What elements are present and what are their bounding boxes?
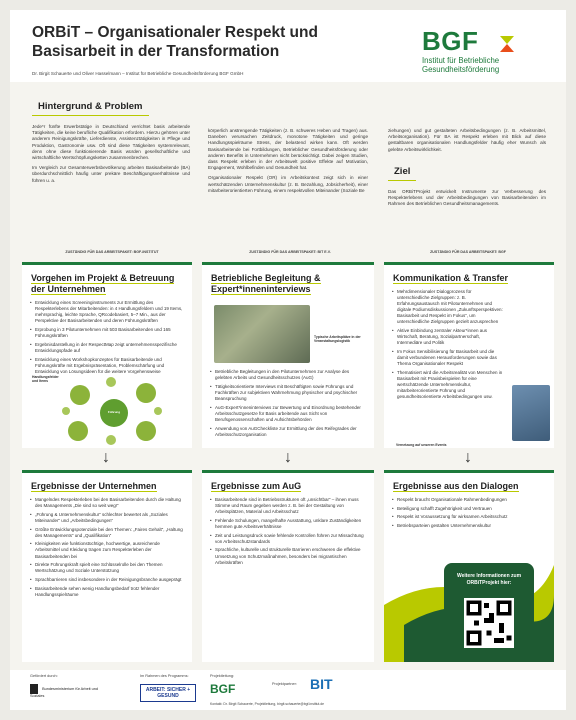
qr-code-icon[interactable]	[464, 598, 514, 648]
diagram-node	[106, 435, 116, 445]
program-label: Im Rahmen des Programms:	[140, 674, 189, 678]
list-item: • Sprachbarrieren sind insbesondere in der Reinigungsbranche ausgeprägt	[31, 577, 183, 583]
photo-caption: Vernetzung auf unseren Events	[396, 443, 447, 447]
communication-card	[384, 262, 554, 448]
photo-caption: Typische Arbeitsplätze in der Veranstaltungslogistik	[314, 335, 361, 343]
list-item: • Respekt ist Voraussetzung für wirksamen Arbeitsschutz	[393, 514, 545, 520]
qr-text: Weitere Informationen zum ORBiTProjekt hier:	[456, 573, 522, 586]
contact-text: Kontakt: Dr. Birgit Schauerte, Projektleitung, birgit.schauerte@bgf-institut.de	[210, 702, 325, 706]
list-item: • Im Fokus Sensibilisierung für Basisarbeit und die damit verbundenen Herausforderungen sowie das Thema Organisationaler Respekt	[393, 349, 505, 367]
list-item: • Größte Entwicklungspotenziale bei den Themen: „Faires Gehalt“, „Haltung des Managements“ und „Qualifikation“	[31, 527, 183, 539]
intro-paragraph: körperlich anstrengende Tätigkeiten (z. B. schweres Heben und Tragen) aus. Daneben verursachen Zeitdruck, monotone Tätigkeiten und geringe Handlungsspielräume Stress, der belastend wirken kann. Oft werden Basisarbeitende bei Fortbildungen, Betrieblicher Gesundheitsförderung oder anderen Benefits in Unternehmen nicht berücksichtigt. Dabei zeigen Studien, dass Respekt erleben in der Arbeitswelt positive Effekte auf Motivation, Engagement, Wohlbefinden und Gesundheit hat.	[208, 128, 368, 171]
bit-logo: BIT	[310, 676, 333, 692]
support-heading: Betriebliche Begleitung & Expert*inneninterviews	[211, 273, 321, 294]
list-item: • Direkte Führungskraft spielt eine Schlüsselrolle bei den Themen Wertschätzung und Soziale Unterstützung	[31, 562, 183, 574]
intro-col-2	[208, 128, 368, 198]
lead-label: Projektleitung:	[210, 674, 235, 678]
list-item: • Basisarbeitende sind in Betriebsstrukturen oft „unsichtbar“ – ihnen muss Stimme und Raum gegeben werden z. B. bei der Gestaltung von Arbeitsplätzen, Material und Arbeitsschutz	[211, 497, 365, 515]
diagram-node	[106, 377, 116, 387]
list-item: • Mangelndes Respekterleben bei den Basisarbeitenden durch die Haltung des Managements „Die sind so weit weg!“	[31, 497, 183, 509]
list-item: • Anwendung von AuGCheckliste zur Ermittlung der des Reifegrades der Arbeitsschutzorganisation	[211, 426, 365, 438]
diagram-node	[62, 407, 70, 415]
aug-results-list	[202, 497, 374, 566]
intro-col-3	[388, 128, 546, 211]
list-item: • AuG-Expert*inneninterviews zur Bewertung und Einordnung bestehender Arbeitsschutzgesetze für Basis arbeitende aus Sicht von Berufsgenossenschaften und Aufsichtsbehörden	[211, 405, 365, 423]
list-item: • Tätigkeitsorientierte Interviews mit Beschäftigten sowie Führungs und Fachkräften zur subjektiven Wahrnehmung physischer und psychischer Beanspruchung	[211, 384, 365, 402]
support-list	[202, 369, 374, 440]
diagram-label: Handlungsfelder und Items	[32, 375, 59, 383]
approach-card	[22, 262, 192, 448]
program-logo: ARBEIT: SICHER + GESUND	[140, 684, 196, 702]
company-results-heading: Ergebnisse der Unternehmen	[31, 481, 157, 491]
list-item: • Sprachliche, kulturelle und strukturelle Barrieren erschweren die effektive Umsetzung von Schutzmaßnahmen, besonders bei migrantischen Arbeitskräften	[211, 547, 365, 565]
list-item: • Mehrdimensionaler Dialogprozess für unterschiedliche Zielgruppen: z. B. Erfahrungsaustausch mit Pilotunternehmen und digitale Podiumsdiskussionen „Zukunftsperspektiven: Basisarbeit und Respekt im Fokus“, um unterschiedliche Zielgruppen gezielt anzusprechen	[393, 289, 505, 326]
list-item: • Aktive Einbindung zentraler Akteur*innen aus Wirtschaft, Beratung, Sozialpartnerschaft, Intermediäre und Politik	[393, 328, 505, 346]
goal-heading: Ziel	[388, 163, 416, 181]
list-item: • Betriebsparteien gestalten Unternehmenskultur	[393, 523, 545, 529]
workplace-photo	[214, 305, 310, 363]
dialog-results-list	[384, 497, 554, 529]
bgf-logo	[422, 26, 552, 76]
authors: Dr. Birgit Schauerte und Oliver Hasselmann – Institut für Betriebliche Gesundheitsförderung BGF GmbH	[32, 71, 244, 76]
list-item: • Kleinigkeiten wie funktionstüchtige, hochwertige, ausreichende Arbeitsmittel und Kleidung tragen zum Respekterleben der Basisarbeitenden bei	[31, 541, 183, 559]
aug-results-card	[202, 470, 374, 662]
responsibility-label: ZUSTÄNDIG FÜR DAS ARBEITSPAKET: BIT E.V.	[249, 250, 331, 254]
diagram-node	[154, 407, 162, 415]
list-item: • „Führung & Unternehmenskultur“ schlechter bewertet als „Soziales Miteinander“ und „Arbeitsbedingungen“	[31, 512, 183, 524]
diagram-node	[68, 421, 88, 441]
diagram-node	[136, 383, 156, 403]
list-item: • Entwicklung eines Workshopkonzeptes für Basisarbeitende und Führungskräfte mit Ergebnispräsentation, Problemschärfung und Entwicklung von Lösungsideen für die weitere Vorgehensweise	[31, 357, 183, 375]
list-item: • Fehlende Schulungen, mangelhafte Ausstattung, unklare Zuständigkeiten hemmen gute Arbeitsverhältnisse	[211, 518, 365, 530]
bgf-mark-icon	[496, 32, 518, 54]
list-item: • Ergebnisdarstellung in der RespectMap zeigt unternehmensspezifische Entwicklungspfade auf	[31, 342, 183, 354]
approach-list	[22, 300, 192, 375]
bgf-logo-text: BGF	[422, 26, 479, 56]
list-item: • Betriebliche Begleitungen in den Pilotunternehmen zur Analyse des gelebten Arbeits und Gesundheitsschutzes (AuG)	[211, 369, 365, 381]
aug-results-heading: Ergebnisse zum AuG	[211, 481, 302, 491]
responsibility-label: ZUSTÄNDIG FÜR DAS ARBEITSPAKET: BGF-INSTITUT	[65, 250, 159, 254]
communication-list	[384, 289, 514, 400]
background-heading: Hintergrund & Problem	[32, 98, 149, 116]
diagram-node	[136, 421, 156, 441]
approach-heading: Vorgehen im Projekt & Betreuung der Unternehmen	[31, 273, 175, 294]
event-photo	[512, 385, 550, 441]
intro-paragraph: Im Vergleich zur Gesamterwerbsbevölkerung arbeiten Basisarbeitende (BA) überdurchschnittlich häufig unter prekäre Beschäftigungsverhältnisse und führen u. a.	[32, 165, 190, 183]
partner-label: Projektpartner:	[272, 682, 297, 686]
list-item: • Entwicklung eines Screeninginstruments zur Ermittlung des Respekterlebens der Mitarbeitenden: in 4 Handlungsfeldern und 19 Items, mehrsprachig, leichte Sprache, QRcodebasiert, 5–7 Min., aus der Perspektive der Basisarbeitenden und deren Führungskräften	[31, 300, 183, 324]
respect-diagram	[62, 377, 162, 447]
list-item: • Zeit und Leistungsdruck sowie fehlende Kontrollen führen zur Missachtung von Arbeitsschutzstandards	[211, 533, 365, 545]
list-item: • Basisarbeitende sehen wenig Handlungsbedarf trotz fehlender Handlungsspielräume	[31, 586, 183, 598]
arrow-down-icon: ↓	[284, 449, 292, 466]
header	[10, 10, 566, 82]
bgf-logo-subtitle: Institut für Betriebliche Gesundheitsförderung	[422, 56, 500, 74]
list-item: • Erprobung in 3 Pilotunternehmen mit 503 Basisarbeitenden und 165 Führungskräften	[31, 327, 183, 339]
bgf-footer-logo: BGF	[210, 682, 236, 696]
intro-paragraph: ziehungen) und gut gestalteten Arbeitsbedingungen (z. B. Arbeitsmittel, Arbeitsorganisation). Für BA ist Respekt erleben mit Blick auf diese gestaltbaren organisationalen Handlungsfelder häufig eher Wunsch als gelebte Arbeitswirklichkeit.	[388, 128, 546, 152]
funding-label: Gefördert durch:	[30, 674, 58, 678]
dialog-results-card	[384, 470, 554, 662]
eagle-icon	[30, 684, 38, 694]
poster-title: ORBiT – Organisationaler Respekt und Basisarbeit in der Transformation	[32, 24, 318, 60]
list-item: • Beteiligung schafft Zugehörigkeit und Vertrauen	[393, 506, 545, 512]
communication-heading: Kommunikation & Transfer	[393, 273, 509, 283]
poster	[10, 10, 566, 710]
company-results-list	[22, 497, 192, 598]
support-card	[202, 262, 374, 448]
qr-panel	[444, 563, 534, 662]
company-results-card	[22, 470, 192, 662]
responsibility-label: ZUSTÄNDIG FÜR DAS ARBEITSPAKET: BGF	[430, 250, 506, 254]
list-item: • Thematisiert wird die Arbeitsrealität von Menschen in Basisarbeit mit Praxisbeispielen für eine wertschätzende Unternehmenskultur, mitarbeiterorientierte Führung und gesundheitsorientierte Arbeitsbedingungen usw.	[393, 370, 505, 400]
intro-paragraph: Organisationaler Respekt (OR) im Arbeitskontext zeigt sich in einer wertschätzenden Unternehmenskultur (z. B. Bezahlung, Jobsicherheit), einer mitarbeiterorientierten Führung, einem respektvollen Miteinander (Soziale Be	[208, 175, 368, 193]
intro-col-1	[32, 96, 190, 188]
arrow-down-icon: ↓	[464, 449, 472, 466]
diagram-node-label: Führung	[107, 410, 121, 414]
list-item: • Respekt braucht Organisationale Rahmenbedingungen	[393, 497, 545, 503]
goal-paragraph: Das ORBiTProjekt entwickelt Instrumente zur Verbesserung des Respekterlebens und der Arbeitsbedingungen von Basisarbeitenden im Rahmen des Betrieblichen Gesundheitsmanagements.	[388, 188, 546, 207]
arrow-down-icon: ↓	[102, 449, 110, 466]
dialog-results-heading: Ergebnisse aus den Dialogen	[393, 481, 519, 491]
diagram-node	[70, 385, 90, 405]
ministry-logo: Bundesministerium für Arbeit und Soziales	[30, 684, 100, 699]
intro-paragraph: Jede*r fünfte Erwerbstätige in Deutschland verrichtet basis arbeitende Tätigkeiten, die keine berufliche Qualifikation erfordern. Hierzu gehören unter anderem Reinigungskräfte, Lieferdienste, Assistenztätigkeiten in Pflege und Produktion, Gastronomie usw. Oft sind diese Tätigkeiten systemrelevant, denn ohne diese funktionierende Basis würden gesellschaftliche und wirtschaftliche Wertschöpfungsketten zusammenbrechen.	[32, 124, 190, 161]
footer	[10, 670, 566, 710]
